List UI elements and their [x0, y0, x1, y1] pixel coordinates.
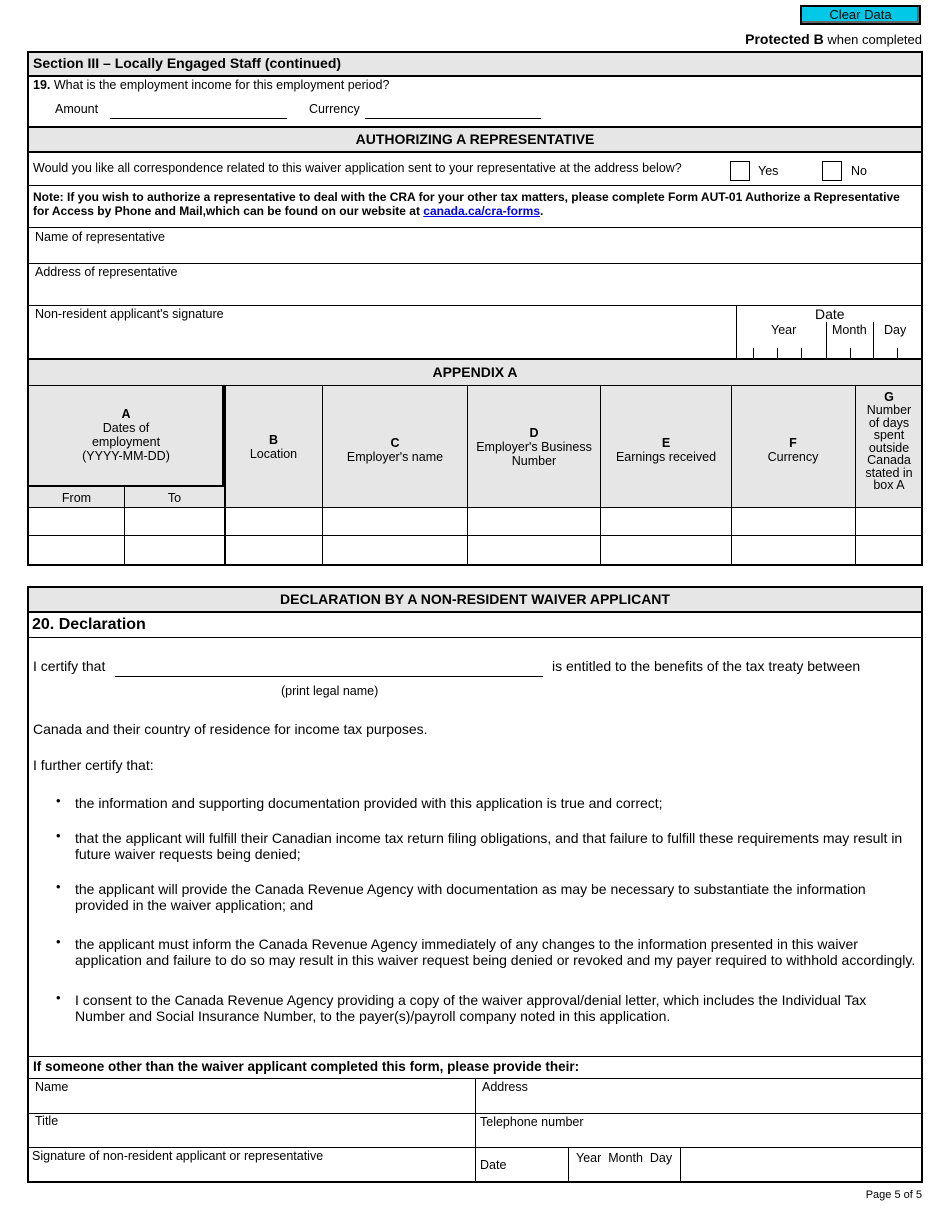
currency-field[interactable] [365, 118, 541, 119]
amount-field[interactable] [110, 118, 287, 119]
amount-label: Amount [55, 102, 99, 116]
col-g-header [856, 390, 922, 500]
page-number: Page 5 of 5 [865, 1189, 922, 1201]
preparer-telephone-label: Telephone number [480, 1115, 584, 1129]
bullet-icon: • [56, 879, 61, 894]
yes-label: Yes [758, 164, 779, 178]
applicant-signature-label: Non-resident applicant's signature [35, 307, 224, 321]
preparer-address-label: Address [482, 1080, 528, 1094]
col-e-text: Earnings received [615, 449, 717, 464]
certify-start: I certify that [33, 658, 106, 674]
declaration-title: DECLARATION BY A NON-RESIDENT WAIVER APPLICANT [280, 591, 670, 607]
section3-title: Section III – Locally Engaged Staff (continued) [33, 55, 342, 71]
col-d-letter: D [529, 425, 539, 440]
col-a-header [29, 400, 223, 470]
further-certify: I further certify that: [33, 757, 154, 773]
q19-text: What is the employment income for this employment period? [50, 78, 390, 92]
declaration-bullet-4: the applicant must inform the Canada Revenue Agency immediately of any changes to the information presented in this waiver application and failure to do so may result in this waiver request being denied or revoked and my payer required to withhold accordingly. [75, 936, 916, 968]
certify-line2: Canada and their country of residence for income tax purposes. [33, 721, 428, 737]
col-g-letter: G [884, 390, 894, 404]
protected-b: Protected B [745, 31, 824, 47]
note-text: Note: If you wish to authorize a representative to deal with the CRA for your other tax matters, please complete Form AUT-01 Authorize a Representative for Access by Phone and Mail,which can be found on our website at [33, 190, 900, 218]
protected-label [745, 31, 922, 47]
month-label: Month [832, 323, 867, 337]
declaration-subtitle: 20. Declaration [32, 616, 146, 633]
authorizing-title: AUTHORIZING A REPRESENTATIVE [355, 131, 595, 147]
col-f-letter: F [789, 435, 797, 450]
representative-note [33, 190, 913, 218]
col-a-letter: A [121, 407, 131, 421]
appendix-row-1[interactable] [29, 508, 921, 535]
representative-name-label: Name of representative [35, 230, 165, 244]
col-d-text: Employer's Business Number [476, 439, 592, 468]
declaration-bullet-2: that the applicant will fulfill their Canadian income tax return filing obligations, and that failure to fulfill these requirements may result in future waiver requests being denied; [75, 830, 903, 862]
date-label: Date [815, 306, 845, 322]
preparer-signature-label: Signature of non-resident applicant or representative [32, 1149, 324, 1163]
col-c-header [323, 386, 467, 507]
col-b-letter: B [268, 432, 279, 447]
col-a-to: To [167, 491, 182, 505]
preparer-date-label: Date [480, 1158, 507, 1172]
bullet-icon: • [56, 828, 61, 843]
correspondence-question: Would you like all correspondence related to this waiver application sent to your representative at the address below? [33, 161, 682, 175]
representative-address-label: Address of representative [35, 265, 178, 279]
col-b-header [225, 386, 322, 507]
bullet-icon: • [56, 990, 61, 1005]
col-c-text: Employer's name [346, 449, 444, 464]
certify-end: is entitled to the benefits of the tax treaty between [552, 658, 861, 674]
clear-data-button[interactable]: Clear Data [800, 5, 921, 25]
col-a-from: From [61, 491, 92, 505]
declaration-bullet-3: the applicant will provide the Canada Revenue Agency with documentation as may be necessary to substantiate the information provided in the waiver application; and [75, 881, 866, 913]
year-label: Year [771, 323, 797, 337]
legal-name-field[interactable] [115, 676, 543, 677]
currency-label: Currency [309, 102, 360, 116]
col-e-header [601, 386, 731, 507]
preparer-name-label: Name [35, 1080, 69, 1094]
col-a-text: Dates of employment (YYYY-MM-DD) [82, 421, 170, 463]
declaration-bullet-5: I consent to the Canada Revenue Agency providing a copy of the waiver approval/denial letter, which includes the Individual Tax Number and Social Insurance Number, to the payer(s)/payroll company noted in this application. [75, 992, 867, 1024]
bullet-icon: • [56, 934, 61, 949]
preparer-title-label: Title [35, 1114, 59, 1128]
note-end: . [540, 204, 544, 218]
declaration-bullet-1: the information and supporting documentation provided with this application is true and correct; [75, 795, 663, 811]
protected-suffix: when completed [823, 32, 922, 47]
appendix-row-2[interactable] [29, 536, 921, 564]
q19 [33, 78, 389, 92]
col-e-letter: E [661, 435, 671, 450]
print-name-label: (print legal name) [281, 684, 379, 698]
no-checkbox[interactable] [822, 161, 842, 181]
col-b-text: Location [249, 446, 298, 461]
cra-forms-link[interactable]: canada.ca/cra-forms [423, 204, 541, 218]
preparer-ymd-label: Year Month Day [576, 1151, 673, 1165]
col-f-header [732, 386, 854, 507]
other-preparer-title: If someone other than the waiver applicant completed this form, please provide their: [33, 1059, 580, 1074]
col-g-text: Number of days spent outside Canada stated in box A [865, 403, 913, 492]
col-d-header [468, 386, 600, 507]
no-label: No [851, 164, 867, 178]
col-f-text: Currency [767, 449, 819, 464]
col-c-letter: C [390, 435, 400, 450]
yes-checkbox[interactable] [730, 161, 750, 181]
day-label: Day [884, 323, 907, 337]
appendix-title: APPENDIX A [432, 364, 518, 380]
q19-number: 19. [33, 78, 51, 92]
bullet-icon: • [56, 793, 61, 808]
